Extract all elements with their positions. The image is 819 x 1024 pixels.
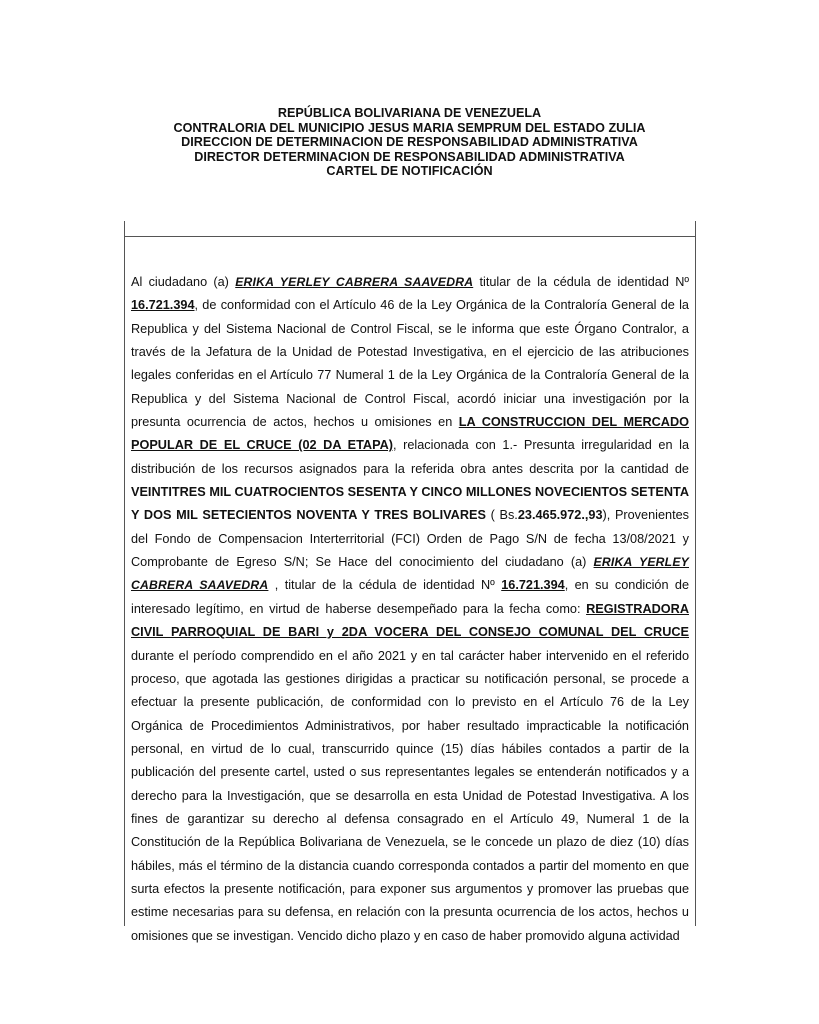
body-text-segment: , titular de la cédula de identidad Nº xyxy=(268,578,502,593)
citizen-name-repeat: ERIKA YERLEY CABRERA SAAVEDRA xyxy=(131,555,689,593)
body-text-segment: , relacionada con 1.- Presunta irregularidad en la distribución de los recursos asignados para la referida obra antes descrita por la cantidad de xyxy=(131,438,690,476)
id-number-repeat: 16.721.394 xyxy=(501,578,565,593)
body-text-segment: , en su condición de interesado legítimo, en virtud de haberse desempeñado para la fecha como: xyxy=(131,578,690,616)
body-text-segment: , de conformidad con el Artículo 46 de la Ley Orgánica de la Contraloría General de la Republica y del Sistema Nacional de Control Fiscal, se le informa que este Órgano Contralor, a través de la Jefatura de la Unidad de Potestad Investigativa, en el ejercicio de las atribuciones legales conferidas en el Artículo 77 Numeral 1 de la Ley Orgánica de la Contraloría General de la Republica y del Sistema Nacional de Control Fiscal, acordó iniciar una investigación por la presunta ocurrencia de actos, hechos u omisiones en xyxy=(131,298,689,430)
body-text-segment: titular de la cédula de identidad Nº xyxy=(473,275,689,289)
header-director: DIRECTOR DETERMINACION DE RESPONSABILIDAD ADMINISTRATIVA xyxy=(194,149,625,164)
frame-top-border xyxy=(124,236,696,237)
body-text-segment: Al ciudadano (a) xyxy=(131,275,236,289)
body-text-segment: ), Provenientes del Fondo de Compensacion Interterritorial (FCI) Orden de Pago S/N de fecha 13/08/2021 y Comprobante de Egreso S/N; Se Hace del conocimiento del ciudadano (a) xyxy=(131,508,689,570)
document-header xyxy=(0,106,819,179)
header-institution: CONTRALORIA DEL MUNICIPIO JESUS MARIA SEMPRUM DEL ESTADO ZULIA xyxy=(173,120,646,135)
amount-in-words: VEINTITRES MIL CUATROCIENTOS SESENTA Y CINCO MILLONES NOVECIENTOS SETENTA Y DOS MIL SETECIENTOS NOVENTA Y TRES BOLIVARES xyxy=(131,485,689,523)
body-text-segment: ( Bs. xyxy=(485,508,518,523)
amount-figure: 23.465.972.,93 xyxy=(517,508,603,523)
header-country: REPÚBLICA BOLIVARIANA DE VENEZUELA xyxy=(277,106,542,120)
citizen-name: ERIKA YERLEY CABRERA SAAVEDRA xyxy=(235,275,474,289)
body-text-segment: durante el período comprendido en el año 2021 y en tal carácter haber intervenido en el referido proceso, que agotada las gestiones dirigidas a practicar su notificación personal, se procede a efectuar la presente publicación, de conformidad con lo previsto en el Artículo 76 de la Ley Orgánica de Procedimientos Administrativos, por haber resultado impracticable la notificación personal, en virtud de lo cual, transcurrido quince (15) días hábiles contados a partir de la publicación del presente cartel, usted o sus representantes legales se entenderán notificados y a derecho para la Investigación, que se desarrolla en esta Unidad de Potestad Investigativa. A los fines de garantizar su derecho al defensa consagrado en el Artículo 49, Numeral 1 de la Constitución de la República Bolivariana de Venezuela, se le concede un plazo de diez (10) días hábiles, más el término de la distancia cuando corresponda contados a partir del momento en que surta efectos la presente notificación, para exponer sus argumentos y promover las pruebas que estime necesarias para su defensa, en relación con la presunta ocurrencia de los actos, hechos u omisiones que se investigan. Vencido dicho plazo y en caso de haber promovido alguna actividad xyxy=(131,648,689,943)
document-title: CARTEL DE NOTIFICACIÓN xyxy=(326,164,493,179)
frame-left-border xyxy=(124,221,125,926)
id-number: 16.721.394 xyxy=(131,298,195,313)
position-held: REGISTRADORA CIVIL PARROQUIAL DE BARI y 2DA VOCERA DEL CONSEJO COMUNAL DEL CRUCE xyxy=(131,601,689,640)
frame-right-border xyxy=(695,221,696,926)
project-name: LA CONSTRUCCION DEL MERCADO POPULAR DE EL CRUCE (02 DA ETAPA) xyxy=(131,415,689,453)
header-direction: DIRECCION DE DETERMINACION DE RESPONSABILIDAD ADMINISTRATIVA xyxy=(181,135,638,150)
notification-body xyxy=(131,271,689,948)
